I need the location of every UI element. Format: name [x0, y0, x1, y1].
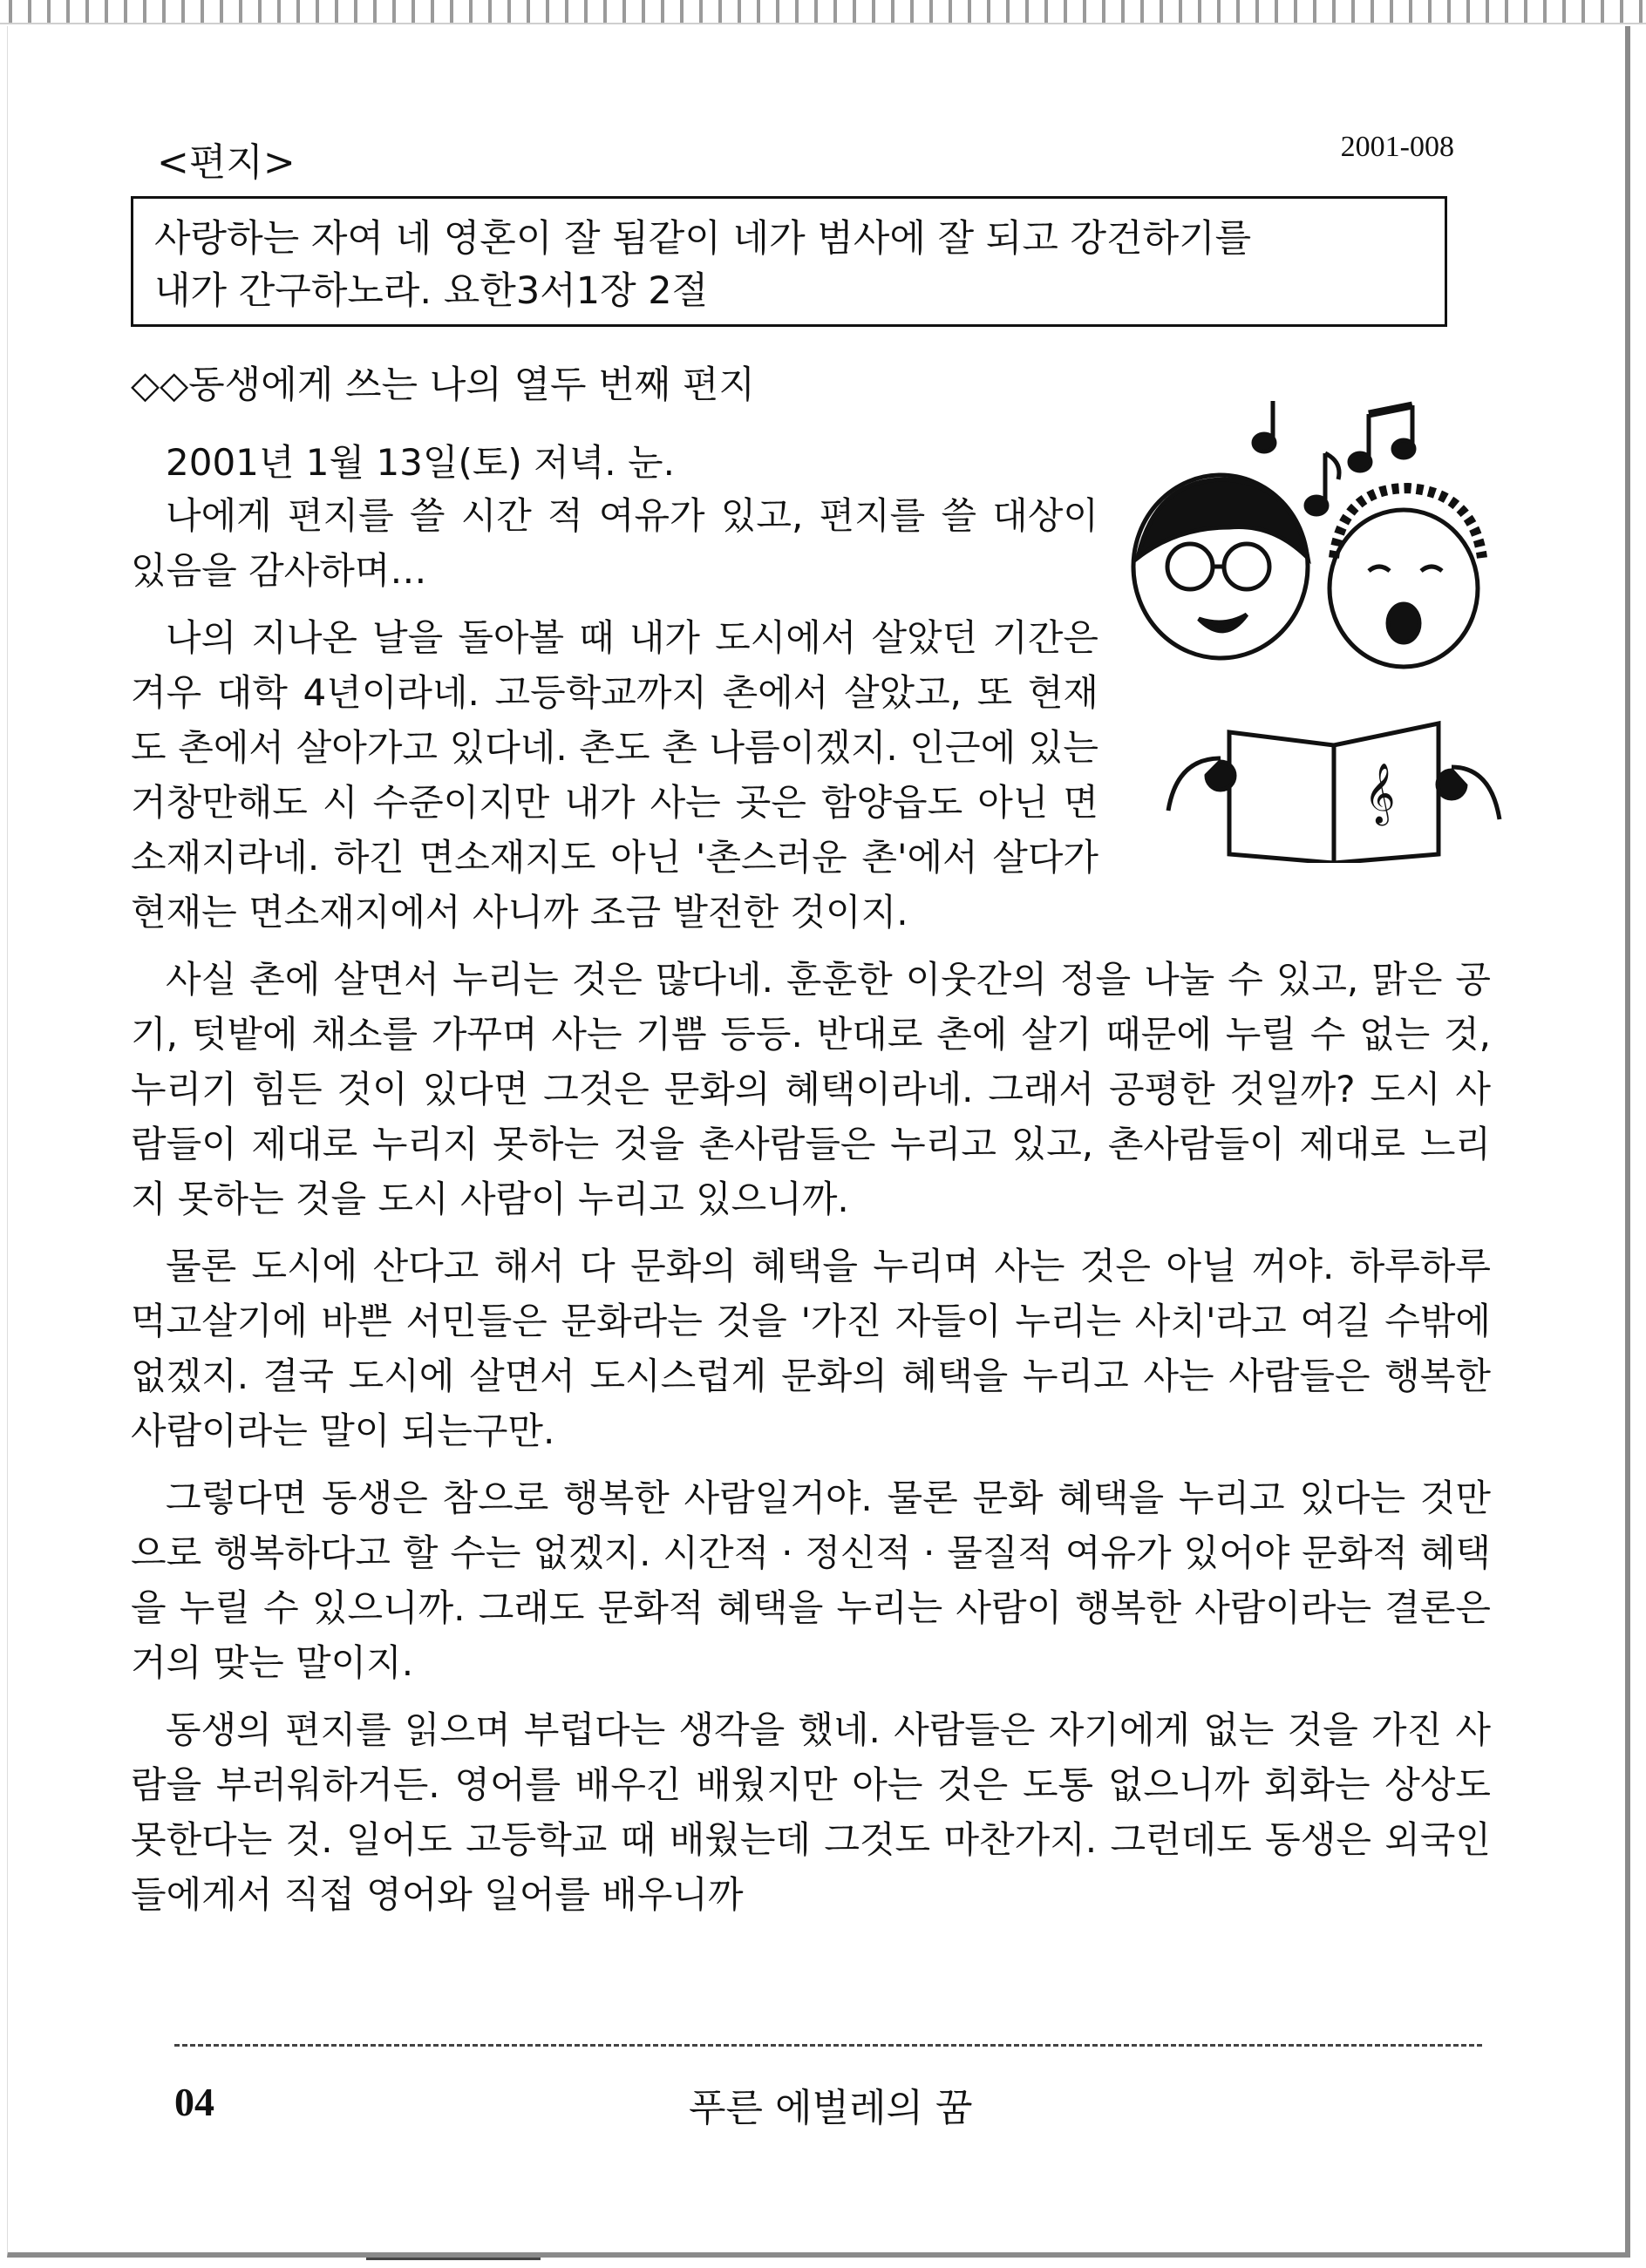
- singing-people-illustration: [1116, 401, 1543, 863]
- page-number: 04: [174, 2080, 214, 2124]
- letter-subtitle: ◇◇동생에게 쓰는 나의 열두 번째 편지: [131, 363, 756, 407]
- verse-line-2: 내가 간구하노라. 요한3서1장 2절: [154, 269, 709, 313]
- footer-title: 푸른 에벌레의 꿈: [689, 2086, 973, 2130]
- scan-ink-mark: [366, 2258, 541, 2260]
- svg-text:𝄞: 𝄞: [1364, 763, 1396, 824]
- letter-body: [131, 488, 1491, 1934]
- spiral-binding: [0, 0, 1646, 24]
- paragraph-2: 나의 지나온 날을 돌아볼 때 내가 도시에서 살았던 기간은 겨우 대학 4년이라네. 고등학교까지 촌에서 살았고, 또 현재도 촌에서 살아가고 있다네. 촌도 촌 나름이겠지. 인근에 있는 거창만해도 시 수준이지만 내가 사는 곳은 함양읍도 아닌 면소재지라네. 하긴 면소재지도 아닌 '촌스러운 촌'에서 살다가 현재는 면소재지에서 사니까 조금 발전한 것이지.: [131, 616, 1098, 934]
- song-book: [1168, 723, 1500, 863]
- header-label: <편지>: [157, 140, 296, 185]
- paragraph-4: 물론 도시에 산다고 해서 다 문화의 혜택을 누리며 사는 것은 아닐 꺼야. 하루하루 먹고살기에 바쁜 서민들은 문화라는 것을 '가진 자들이 누리는 사치'라고 여길 수밖에 없겠지. 결국 도시에 살면서 도시스럽게 문화의 혜택을 누리고 사는 사람들은 행복한 사람이라는 말이 되는구만.: [131, 1245, 1491, 1452]
- paragraph-6: 동생의 편지를 읽으며 부럽다는 생각을 했네. 사람들은 자기에게 없는 것을 가진 사람을 부러워하거든. 영어를 배우긴 배웠지만 아는 것은 도통 없으니까 회화는 상상도 못한다는 것. 일어도 고등학교 때 배웠는데 그것도 마찬가지. 그런데도 동생은 외국인들에게서 직접 영어와 일어를 배우니까: [131, 1708, 1491, 1916]
- paragraph-1: 나에게 편지를 쓸 시간 적 여유가 있고, 편지를 쓸 대상이 있음을 감사하며…: [131, 494, 1098, 592]
- man-with-glasses: [1133, 475, 1308, 658]
- woman-singing: [1330, 488, 1482, 667]
- paragraph-3: 사실 촌에 살면서 누리는 것은 많다네. 훈훈한 이웃간의 정을 나눌 수 있고, 맑은 공기, 텃밭에 채소를 가꾸며 사는 기쁨 등등. 반대로 촌에 살기 때문에 누릴 수 없는 것, 누리기 힘든 것이 있다면 그것은 문화의 혜택이라네. 그래서 공평한 것일까? 도시 사람들이 제대로 누리지 못하는 것을 촌사람들은 누리고 있고, 촌사람들이 제대로 느리지 못하는 것을 도시 사람이 누리고 있으니까.: [131, 958, 1491, 1220]
- footer-divider: [174, 2044, 1482, 2047]
- verse-box: [131, 196, 1447, 327]
- letter-date: 2001년 1월 13일(토) 저녁. 눈.: [166, 441, 675, 484]
- document-code: 2001-008: [1340, 131, 1454, 163]
- paragraph-5: 그렇다면 동생은 참으로 행복한 사람일거야. 물론 문화 혜택을 누리고 있다는 것만으로 행복하다고 할 수는 없겠지. 시간적 · 정신적 · 물질적 여유가 있어야 문화적 혜택을 누릴 수 있으니까. 그래도 문화적 혜택을 누리는 사람이 행복한 사람이라는 결론은 거의 맞는 말이지.: [131, 1477, 1491, 1684]
- verse-line-1: 사랑하는 자여 네 영혼이 잘 됨같이 네가 범사에 잘 되고 강건하기를: [154, 217, 1252, 261]
